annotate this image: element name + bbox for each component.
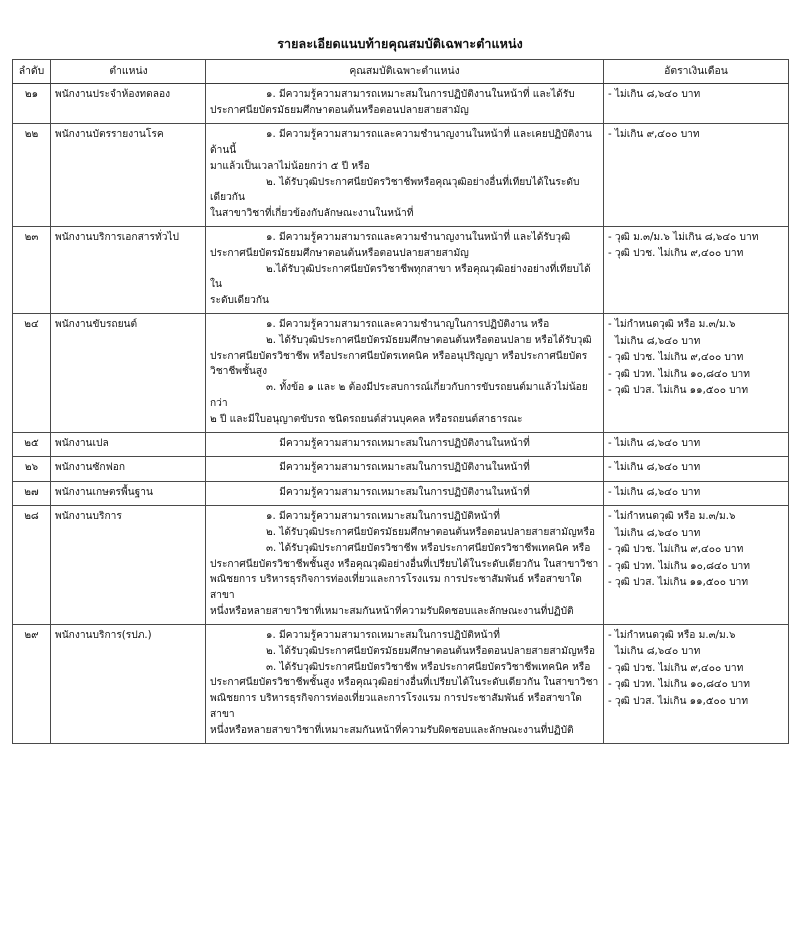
- header-row: [13, 59, 789, 84]
- qualification-line: ๑. มีความรู้ความสามารถและความชำนาญงานในหน้าที่ และได้รับวุฒิ: [266, 231, 571, 243]
- cell-qualification-text: [206, 314, 604, 433]
- table-row: [13, 481, 789, 506]
- qualification-line: มีความรู้ความสามารถเหมาะสมในการปฏิบัติงานในหน้าที่: [279, 486, 530, 498]
- qualification-line: ประกาศนียบัตรวิชาชีพชั้นสูง หรือคุณวุฒิอย่างอื่นที่เปรียบได้ในระดับเดียวกัน ในสาขาวิชา: [210, 558, 599, 570]
- qualification-line: หนึ่งหรือหลายสาขาวิชาที่เหมาะสมกันหน้าที่ความรับผิดชอบและลักษณะงานที่ปฏิบัติ: [210, 724, 574, 736]
- qualification-line: ๓. ได้รับวุฒิประกาศนียบัตรวิชาชีพ หรือประกาศนียบัตรวิชาชีพเทคนิค หรือ: [266, 661, 591, 673]
- cell-salary-rate: [604, 432, 789, 457]
- salary-line: - ไม่กำหนดวุฒิ หรือ ม.๓/ม.๖: [608, 319, 736, 330]
- table-row: [13, 226, 789, 313]
- salary-line: - วุฒิ ปวส. ไม่เกิน ๑๑,๕๐๐ บาท: [608, 695, 749, 707]
- cell-position-name: พนักงานเกษตรพื้นฐาน: [51, 481, 206, 506]
- cell-sequence-number: ๒๒: [13, 124, 51, 227]
- table-body: [13, 84, 789, 743]
- column-header-salary: อัตราเงินเดือน: [604, 59, 789, 84]
- table-row: [13, 124, 789, 227]
- cell-qualification-text: [206, 432, 604, 457]
- salary-line: - วุฒิ ปวท. ไม่เกิน ๑๐,๘๔๐ บาท: [608, 679, 750, 691]
- cell-position-name: พนักงานบริการเอกสารทั่วไป: [51, 226, 206, 313]
- salary-line: - วุฒิ ม.๓/ม.๖ ไม่เกิน ๘,๖๔๐ บาท: [608, 231, 759, 243]
- qualification-line: วิชาชีพชั้นสูง: [210, 366, 268, 378]
- cell-position-name: พนักงานเปล: [51, 432, 206, 457]
- qualification-table: [12, 59, 789, 744]
- cell-qualification-text: [206, 457, 604, 482]
- qualification-line: มีความรู้ความสามารถเหมาะสมในการปฏิบัติงานในหน้าที่: [279, 462, 530, 474]
- column-header-seq: ลำดับ: [13, 59, 51, 84]
- cell-qualification-text: [206, 226, 604, 313]
- salary-line: - ไม่เกิน ๘,๖๔๐ บาท: [608, 437, 701, 449]
- salary-line: - ไม่เกิน ๘,๖๔๐ บาท: [608, 462, 701, 474]
- qualification-line: ๓. ทั้งข้อ ๑ และ ๒ ต้องมีประสบการณ์เกี่ยวกับการขับรถยนต์มาแล้วไม่น้อยกว่า: [210, 382, 588, 410]
- salary-line: - ไม่เกิน ๘,๖๔๐ บาท: [608, 486, 701, 498]
- salary-line: - ไม่เกิน ๘,๖๔๐ บาท: [608, 89, 701, 101]
- cell-sequence-number: ๒๔: [13, 314, 51, 433]
- salary-line: - วุฒิ ปวช. ไม่เกิน ๙,๔๐๐ บาท: [608, 248, 744, 260]
- qualification-line: ๒. ได้รับวุฒิประกาศนียบัตรวิชาชีพหรือคุณวุฒิอย่างอื่นที่เทียบได้ในระดับเดียวกัน: [210, 176, 580, 204]
- qualification-line: ๑. มีความรู้ความสามารถเหมาะสมในการปฏิบัติหน้าที่: [266, 511, 500, 523]
- qualification-line: ๒. ได้รับวุฒิประกาศนียบัตรมัธยมศึกษาตอนต้นหรือตอนปลายสายสามัญหรือ: [266, 527, 595, 539]
- cell-salary-rate: [604, 506, 789, 625]
- salary-line: - วุฒิ ปวช. ไม่เกิน ๙,๔๐๐ บาท: [608, 544, 744, 556]
- cell-qualification-text: [206, 124, 604, 227]
- qualification-line: หนึ่งหรือหลายสาขาวิชาที่เหมาะสมกันหน้าที่ความรับผิดชอบและลักษณะงานที่ปฏิบัติ: [210, 606, 574, 618]
- salary-line: ไม่เกิน ๘,๖๔๐ บาท: [615, 335, 701, 347]
- qualification-line: ประกาศนียบัตรวิชาชีพ หรือประกาศนียบัตรเทคนิค หรืออนุปริญญา หรือประกาศนียบัตร: [210, 350, 588, 362]
- table-header: [13, 59, 789, 84]
- salary-line: - วุฒิ ปวส. ไม่เกิน ๑๑,๕๐๐ บาท: [608, 385, 749, 397]
- qualification-line: ๑. มีความรู้ความสามารถและความชำนาญในการปฏิบัติงาน หรือ: [266, 319, 550, 330]
- table-row: [13, 314, 789, 433]
- cell-sequence-number: ๒๑: [13, 84, 51, 124]
- salary-line: ไม่เกิน ๘,๖๔๐ บาท: [615, 527, 701, 539]
- qualification-line: มาแล้วเป็นเวลาไม่น้อยกว่า ๕ ปี หรือ: [210, 160, 370, 172]
- cell-salary-rate: [604, 624, 789, 743]
- cell-sequence-number: ๒๙: [13, 624, 51, 743]
- cell-position-name: พนักงานประจำห้องทดลอง: [51, 84, 206, 124]
- table-row: [13, 457, 789, 482]
- cell-position-name: พนักงานบริการ: [51, 506, 206, 625]
- cell-sequence-number: ๒๓: [13, 226, 51, 313]
- salary-line: - ไม่เกิน ๙,๔๐๐ บาท: [608, 129, 700, 141]
- salary-line: - ไม่กำหนดวุฒิ หรือ ม.๓/ม.๖: [608, 511, 736, 523]
- qualification-line: ประกาศนียบัตรวิชาชีพชั้นสูง หรือคุณวุฒิอย่างอื่นที่เปรียบได้ในระดับเดียวกัน ในสาขาวิชา: [210, 677, 599, 689]
- qualification-line: พณิชยการ บริหารธุรกิจการท่องเที่ยวและการโรงแรม การประชาสัมพันธ์ หรือสาขาใดสาขา: [210, 693, 582, 720]
- cell-position-name: พนักงานขับรถยนต์: [51, 314, 206, 433]
- salary-line: ไม่เกิน ๘,๖๔๐ บาท: [615, 646, 701, 658]
- table-row: [13, 432, 789, 457]
- cell-position-name: พนักงานซักฟอก: [51, 457, 206, 482]
- table-row: [13, 624, 789, 743]
- cell-position-name: พนักงานบริการ(รปภ.): [51, 624, 206, 743]
- salary-line: - วุฒิ ปวช. ไม่เกิน ๙,๔๐๐ บาท: [608, 662, 744, 674]
- qualification-line: ๒. ได้รับวุฒิประกาศนียบัตรมัธยมศึกษาตอนต้นหรือตอนปลายสายสามัญหรือ: [266, 645, 595, 657]
- cell-sequence-number: ๒๘: [13, 506, 51, 625]
- page-title: รายละเอียดแนบท้ายคุณสมบัติเฉพาะตำแหน่ง: [277, 36, 523, 51]
- table-row: [13, 84, 789, 124]
- cell-qualification-text: [206, 84, 604, 124]
- cell-qualification-text: [206, 624, 604, 743]
- cell-position-name: พนักงานบัตรรายงานโรค: [51, 124, 206, 227]
- cell-sequence-number: ๒๕: [13, 432, 51, 457]
- qualification-line: ระดับเดียวกัน: [210, 295, 269, 307]
- qualification-line: ๑. มีความรู้ความสามารถและความชำนาญงานในหน้าที่ และเคยปฏิบัติงานด้านนี้: [210, 129, 592, 156]
- cell-qualification-text: [206, 481, 604, 506]
- qualification-line: พณิชยการ บริหารธุรกิจการท่องเที่ยวและการโรงแรม การประชาสัมพันธ์ หรือสาขาใดสาขา: [210, 574, 582, 602]
- qualification-line: ในสาขาวิชาที่เกี่ยวข้องกับลักษณะงานในหน้าที่: [210, 208, 414, 220]
- qualification-line: ๑. มีความรู้ความสามารถเหมาะสมในการปฏิบัติหน้าที่: [266, 629, 500, 641]
- cell-salary-rate: [604, 124, 789, 227]
- cell-qualification-text: [206, 506, 604, 625]
- cell-salary-rate: [604, 314, 789, 433]
- cell-salary-rate: [604, 84, 789, 124]
- qualification-line: ๒. ได้รับวุฒิประกาศนียบัตรมัธยมศึกษาตอนต้นหรือตอนปลาย หรือได้รับวุฒิ: [266, 334, 592, 346]
- column-header-qualification: คุณสมบัติเฉพาะตำแหน่ง: [206, 59, 604, 84]
- column-header-position: ตำแหน่ง: [51, 59, 206, 84]
- table-row: [13, 506, 789, 625]
- qualification-line: ๑. มีความรู้ความสามารถเหมาะสมในการปฏิบัติงานในหน้าที่ และได้รับ: [266, 89, 575, 101]
- cell-salary-rate: [604, 457, 789, 482]
- qualification-line: ประกาศนียบัตรมัธยมศึกษาตอนต้นหรือตอนปลายสายสามัญ: [210, 105, 469, 117]
- qualification-line: ๒ ปี และมีใบอนุญาตขับรถ ชนิดรถยนต์ส่วนบุคคล หรือรถยนต์สาธารณะ: [210, 413, 523, 425]
- cell-sequence-number: ๒๗: [13, 481, 51, 506]
- salary-line: - วุฒิ ปวท. ไม่เกิน ๑๐,๘๔๐ บาท: [608, 368, 750, 380]
- qualification-line: ๒.ได้รับวุฒิประกาศนียบัตรวิชาชีพทุกสาขา หรือคุณวุฒิอย่างอย่างที่เทียบได้ใน: [210, 263, 591, 291]
- qualification-line: ประกาศนียบัตรมัธยมศึกษาตอนต้นหรือตอนปลายสายสามัญ: [210, 247, 469, 259]
- salary-line: - วุฒิ ปวช. ไม่เกิน ๙,๔๐๐ บาท: [608, 352, 744, 364]
- qualification-line: มีความรู้ความสามารถเหมาะสมในการปฏิบัติงานในหน้าที่: [279, 437, 530, 449]
- salary-line: - วุฒิ ปวท. ไม่เกิน ๑๐,๘๔๐ บาท: [608, 560, 750, 572]
- cell-salary-rate: [604, 226, 789, 313]
- qualification-line: ๓. ได้รับวุฒิประกาศนียบัตรวิชาชีพ หรือประกาศนียบัตรวิชาชีพเทคนิค หรือ: [266, 542, 591, 554]
- cell-salary-rate: [604, 481, 789, 506]
- cell-sequence-number: ๒๖: [13, 457, 51, 482]
- salary-line: - วุฒิ ปวส. ไม่เกิน ๑๑,๕๐๐ บาท: [608, 577, 749, 589]
- salary-line: - ไม่กำหนดวุฒิ หรือ ม.๓/ม.๖: [608, 629, 736, 641]
